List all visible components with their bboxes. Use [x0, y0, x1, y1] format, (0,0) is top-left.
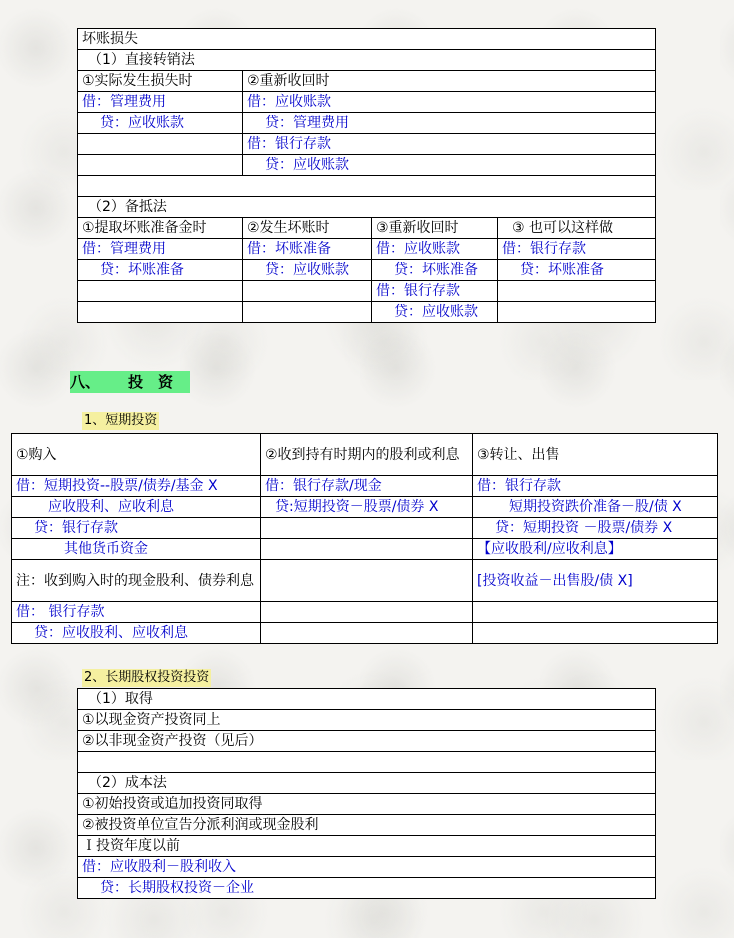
- direct-entry: [78, 155, 243, 176]
- bad-debt-title: 坏账损失: [78, 29, 656, 50]
- short-term-entry: [261, 539, 473, 560]
- short-term-entry: 其他货币资金: [12, 539, 261, 560]
- long-term-row: （1）取得: [78, 689, 656, 710]
- short-term-entry: 借：银行存款/现金: [261, 476, 473, 497]
- allowance-header: ③重新收回时: [372, 218, 498, 239]
- short-term-entry: 贷:短期投资－股票/债券 X: [261, 497, 473, 518]
- short-term-entry: [261, 602, 473, 623]
- long-term-row: ②被投资单位宣告分派利润或现金股利: [78, 815, 656, 836]
- long-term-row: Ｉ投资年度以前: [78, 836, 656, 857]
- allowance-entry: 借：管理费用: [78, 239, 243, 260]
- short-term-entry: 借： 银行存款: [12, 602, 261, 623]
- section-heading-investment: [70, 371, 190, 393]
- short-term-entry: [投资收益－出售股/债 X]: [473, 560, 718, 602]
- short-term-entry: [261, 518, 473, 539]
- short-term-entry: [473, 602, 718, 623]
- allowance-entry: [498, 281, 656, 302]
- short-term-entry: 贷：短期投资 －股票/债券 X: [473, 518, 718, 539]
- allowance-entry: 借：银行存款: [372, 281, 498, 302]
- section-title: 投 资: [128, 373, 174, 391]
- short-term-entry: [261, 623, 473, 644]
- direct-entry: 贷：管理费用: [243, 113, 656, 134]
- short-term-entry: 应收股利、应收利息: [12, 497, 261, 518]
- allowance-entry: 借：坏账准备: [243, 239, 372, 260]
- short-term-entry: 贷：银行存款: [12, 518, 261, 539]
- short-term-header-dividend: ②收到持有时期内的股利或利息: [261, 434, 473, 476]
- allowance-method-heading: （2）备抵法: [78, 197, 656, 218]
- direct-entry: 借：管理费用: [78, 92, 243, 113]
- allowance-entry: [78, 302, 243, 323]
- short-term-heading: 1、短期投资: [84, 413, 158, 428]
- allowance-entry: 贷：坏账准备: [78, 260, 243, 281]
- allowance-entry: [498, 302, 656, 323]
- short-term-entry: 贷：应收股利、应收利息: [12, 623, 261, 644]
- short-term-entry: 短期投资跌价准备－股/债 X: [473, 497, 718, 518]
- long-term-row: ①初始投资或追加投资同取得: [78, 794, 656, 815]
- direct-entry: [78, 134, 243, 155]
- allowance-entry: 贷：坏账准备: [498, 260, 656, 281]
- allowance-entry: 借：应收账款: [372, 239, 498, 260]
- long-term-row: ②以非现金资产投资（见后）: [78, 731, 656, 752]
- long-term-row: ①以现金资产投资同上: [78, 710, 656, 731]
- section-number: 八、: [70, 373, 101, 391]
- long-term-row: [78, 752, 656, 773]
- allowance-entry: 贷：应收账款: [243, 260, 372, 281]
- bad-debt-table: [77, 28, 656, 323]
- allowance-header: ①提取坏账准备金时: [78, 218, 243, 239]
- direct-header-recover: ②重新收回时: [243, 71, 656, 92]
- allowance-entry: [243, 281, 372, 302]
- long-term-heading: 2、长期股权投资投资: [84, 670, 210, 685]
- long-term-table: [77, 688, 656, 899]
- short-term-entry: [261, 560, 473, 602]
- direct-entry: 借：应收账款: [243, 92, 656, 113]
- short-term-entry: 【应收股利/应收利息】: [473, 539, 718, 560]
- direct-header-loss: ①实际发生损失时: [78, 71, 243, 92]
- allowance-entry: 贷：应收账款: [372, 302, 498, 323]
- allowance-entry: [78, 281, 243, 302]
- long-term-row: 贷：长期股权投资－企业: [78, 878, 656, 899]
- allowance-entry: 借：银行存款: [498, 239, 656, 260]
- direct-entry: 贷：应收账款: [243, 155, 656, 176]
- direct-entry: 借：银行存款: [243, 134, 656, 155]
- long-term-row: 借：应收股利－股利收入: [78, 857, 656, 878]
- allowance-header: ②发生坏账时: [243, 218, 372, 239]
- short-term-note: 注：收到购入时的现金股利、债券利息: [12, 560, 261, 602]
- allowance-header: ③ 也可以这样做: [498, 218, 656, 239]
- allowance-entry: 贷：坏账准备: [372, 260, 498, 281]
- short-term-header-buy: ①购入: [12, 434, 261, 476]
- short-term-entry: 借：短期投资--股票/债券/基金 X: [12, 476, 261, 497]
- blank-row: [78, 176, 656, 197]
- allowance-entry: [243, 302, 372, 323]
- long-term-row: （2）成本法: [78, 773, 656, 794]
- direct-method-heading: （1）直接转销法: [78, 50, 656, 71]
- short-term-table: [11, 433, 718, 644]
- short-term-header-sell: ③转让、出售: [473, 434, 718, 476]
- direct-entry: 贷：应收账款: [78, 113, 243, 134]
- short-term-entry: 借：银行存款: [473, 476, 718, 497]
- short-term-entry: [473, 623, 718, 644]
